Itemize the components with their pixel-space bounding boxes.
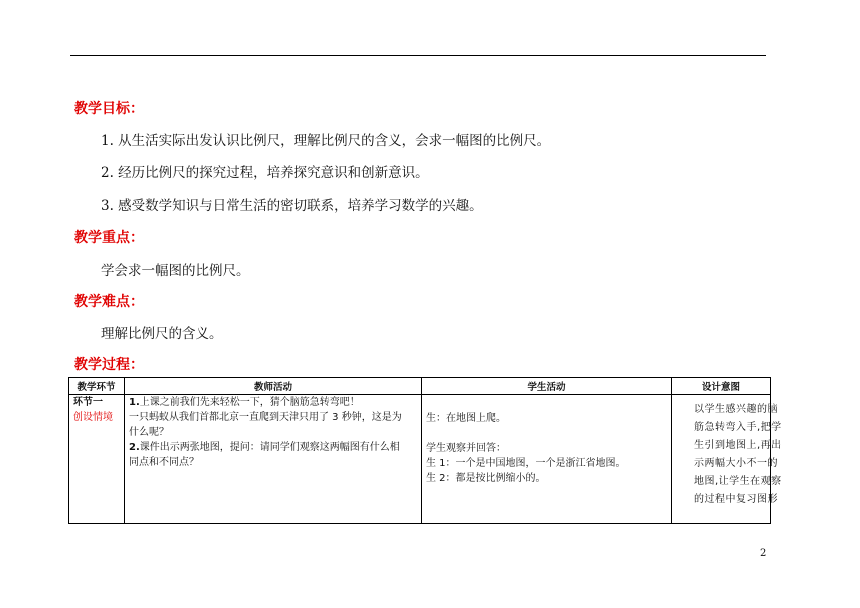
segment-name: 创设情境 bbox=[73, 412, 113, 423]
header-teacher-activity: 教师活动 bbox=[125, 378, 422, 395]
student-activity-cell bbox=[422, 395, 672, 524]
teacher-line: 同点和不同点？ bbox=[129, 457, 199, 468]
table-header-row bbox=[69, 378, 771, 395]
page-number: 2 bbox=[760, 548, 767, 559]
design-line: 筋急转弯入手,把学 bbox=[694, 422, 782, 433]
student-line: 生：在地图上爬。 bbox=[426, 413, 506, 424]
objective-item-3: 3. 感受数学知识与日常生活的密切联系，培养学习数学的兴趣。 bbox=[101, 198, 483, 214]
teacher-activity-cell bbox=[125, 395, 422, 524]
teacher-line: 2.课件出示两张地图，提问：请同学们观察这两幅图有什么相 bbox=[129, 442, 400, 453]
lesson-process-table bbox=[68, 377, 782, 524]
objective-item-2: 2. 经历比例尺的探究过程，培养探究意识和创新意识。 bbox=[101, 165, 429, 181]
table-row bbox=[69, 395, 771, 524]
teacher-line: 什么呢？ bbox=[129, 427, 169, 438]
objectives-heading: 教学目标： bbox=[74, 101, 144, 117]
student-line-gap bbox=[426, 426, 667, 441]
student-line: 生 2：都是按比例缩小的。 bbox=[426, 473, 546, 484]
design-line: 的过程中复习图形 bbox=[694, 494, 778, 505]
difficulty-heading: 教学难点： bbox=[74, 294, 144, 310]
student-line: 生 1：一个是中国地图，一个是浙江省地图。 bbox=[426, 458, 626, 469]
key-point-heading: 教学重点： bbox=[74, 230, 144, 246]
key-point-text: 学会求一幅图的比例尺。 bbox=[101, 263, 250, 279]
teacher-line: 1.上课之前我们先来轻松一下，猜个脑筋急转弯吧！ bbox=[129, 397, 360, 408]
difficulty-text: 理解比例尺的含义。 bbox=[101, 326, 223, 342]
segment-number: 环节一 bbox=[73, 397, 103, 408]
design-line: 生引到地图上,再出 bbox=[694, 440, 782, 451]
objective-item-1: 1. 从生活实际出发认识比例尺，理解比例尺的含义，会求一幅图的比例尺。 bbox=[101, 133, 551, 149]
header-design-intent: 设计意图 bbox=[672, 378, 771, 395]
design-intent-cell bbox=[672, 395, 782, 524]
header-rule bbox=[70, 55, 766, 56]
header-student-activity: 学生活动 bbox=[422, 378, 672, 395]
header-segment: 教学环节 bbox=[69, 378, 125, 395]
teacher-line: 一只蚂蚁从我们首都北京一直爬到天津只用了 3 秒钟，这是为 bbox=[129, 412, 402, 423]
segment-cell bbox=[69, 395, 125, 524]
student-line: 学生观察并回答： bbox=[426, 443, 506, 454]
process-heading: 教学过程： bbox=[74, 357, 144, 373]
design-line: 以学生感兴趣的脑 bbox=[694, 404, 778, 415]
design-line: 示两幅大小不一的 bbox=[694, 458, 778, 469]
design-line: 地图,让学生在观察 bbox=[694, 476, 782, 487]
